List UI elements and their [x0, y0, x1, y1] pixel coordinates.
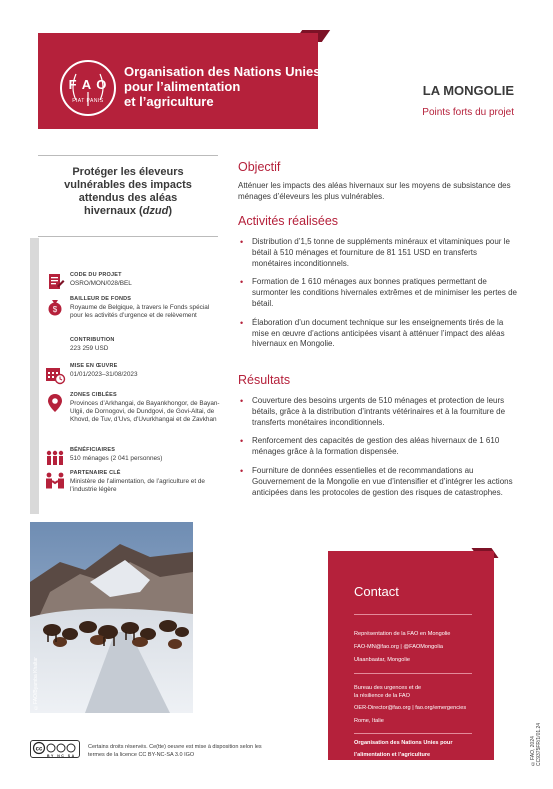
livestock-photo: [30, 522, 193, 713]
list-item: • Couverture des besoins urgents de 510 ménages et protection de leurs bétails, grâce à la distribution d’intrants vétérinaires et à la fourniture de transferts monétaires inconditionnels.: [238, 396, 518, 428]
contact-divider: [354, 733, 472, 734]
job-code: ©FAO, 2024 CC9375FR/1/01.24: [530, 722, 542, 766]
contact-divider: [354, 673, 472, 674]
country-title: LA MONGOLIE: [422, 83, 514, 98]
results-heading: Résultats: [238, 373, 291, 387]
info-beneficiaries: BÉNÉFICIAIRES 510 ménages (2 041 personnes): [44, 447, 214, 467]
page-subtitle: Points forts du projet: [422, 107, 514, 118]
sidebar-accent-bar: [30, 238, 39, 514]
fao-logo-text: F A O: [68, 77, 108, 92]
list-item: • Renforcement des capacités de gestion des aléas hivernaux de 1 610 ménages grâce à la formation dispensée.: [238, 436, 518, 458]
fao-logo: [60, 60, 116, 116]
list-item: • Fourniture de données essentielles et de recommandations au Gouvernement de la Mongolie en vue d’intensifier et d’intégrer les actions anticipées dans les protocoles de gestion des risques de catastrophes.: [238, 466, 518, 498]
svg-text:cc: cc: [35, 746, 43, 753]
contact-organization: Organisation des Nations Unies pour l’alimentation et l’agriculture: [354, 740, 453, 758]
info-key-partner: PARTENAIRE CLÉ Ministère de l’alimentation, de l’agriculture et de l’industrie légère: [44, 470, 214, 498]
money-bag-icon: [44, 296, 66, 318]
photo-credit: ©FAO/Byamba Khaltar: [33, 657, 39, 710]
contact-office2-name: Bureau des urgences et de la résilience de la FAO: [354, 685, 422, 699]
cc-license-badge: [30, 740, 80, 758]
map-pin-icon: [44, 392, 66, 414]
list-item: • Élaboration d’un document technique sur les enseignements tirés de la mise en œuvre d’actions anticipées visant à atténuer l’impact des aléas hivernaux en Mongolie.: [238, 318, 518, 350]
info-implementation: MISE EN ŒUVRE 01/01/2023–31/08/2023: [44, 363, 214, 387]
info-project-code: CODE DU PROJET OSRO/MON/028/BEL: [44, 272, 214, 296]
fao-logo-motto: FIAT PANIS: [72, 98, 104, 104]
handshake-icon: [44, 470, 66, 492]
results-list: [238, 396, 518, 506]
activities-list: [238, 237, 518, 358]
project-title: Protéger les éleveurs vulnérables des impacts attendus des aléas hivernaux (dzud): [64, 166, 192, 217]
contact-divider: [354, 614, 472, 615]
info-target-zones: ZONES CIBLÉES Provinces d’Arkhangai, de Bayankhongor, de Bayan-Ulgii, de Dornogovi, de Dundgovi, de Govi-Altai, de Khovd, de Tuv, d’Uvs, d’Uvurkhangai et de Zavkhan: [44, 392, 214, 444]
contact-office1-name: Représentation de la FAO en Mongolie: [354, 631, 451, 637]
contact-office2-city: Rome, Italie: [354, 718, 384, 724]
contact-office2-links[interactable]: OER-Director@fao.org | fao.org/emergencies: [354, 705, 467, 711]
document-icon: [44, 272, 66, 294]
contact-heading: Contact: [354, 584, 399, 599]
sidebar-divider: [38, 236, 218, 237]
list-item: • Formation de 1 610 ménages aux bonnes pratiques permettant de surmonter les conditions hivernales extrêmes et de minimiser les pertes de bétail.: [238, 277, 518, 309]
info-contribution: CONTRIBUTION 223 259 USD: [70, 337, 115, 352]
cc-badge-label: BY NC SA: [47, 754, 76, 758]
svg-text:$: $: [52, 305, 58, 314]
contact-office1-city: Ulaanbaatar, Mongolie: [354, 657, 410, 663]
organization-name: Organisation des Nations Unies pour l’alimentation et l’agriculture: [124, 64, 321, 109]
objective-text: Atténuer les impacts des aléas hivernaux sur les moyens de subsistance des ménages d’éleveurs les plus vulnérables.: [238, 181, 511, 201]
people-icon: [44, 447, 66, 469]
license-text: Certains droits réservés. Ce(tte) oeuvre est mise à disposition selon les termes de la licence CC BY-NC-SA 3.0 IGO: [88, 744, 262, 758]
info-donor: $ BAILLEUR DE FONDS Royaume de Belgique, à travers le Fonds spécial pour les activités d’urgence et de relèvement: [44, 296, 214, 336]
objective-heading: Objectif: [238, 160, 281, 174]
list-item: • Distribution d’1,5 tonne de suppléments minéraux et vitaminiques pour le bétail à 510 ménages et fourniture de 81 151 USD en transferts monétaires inconditionnels.: [238, 237, 518, 269]
yaks-in-snow-image: [30, 522, 193, 713]
contact-office1-links[interactable]: FAO-MN@fao.org | @FAOMongolia: [354, 644, 443, 650]
calendar-icon: [44, 363, 66, 385]
sidebar-divider: [38, 155, 218, 156]
activities-heading: Activités réalisées: [238, 214, 339, 228]
